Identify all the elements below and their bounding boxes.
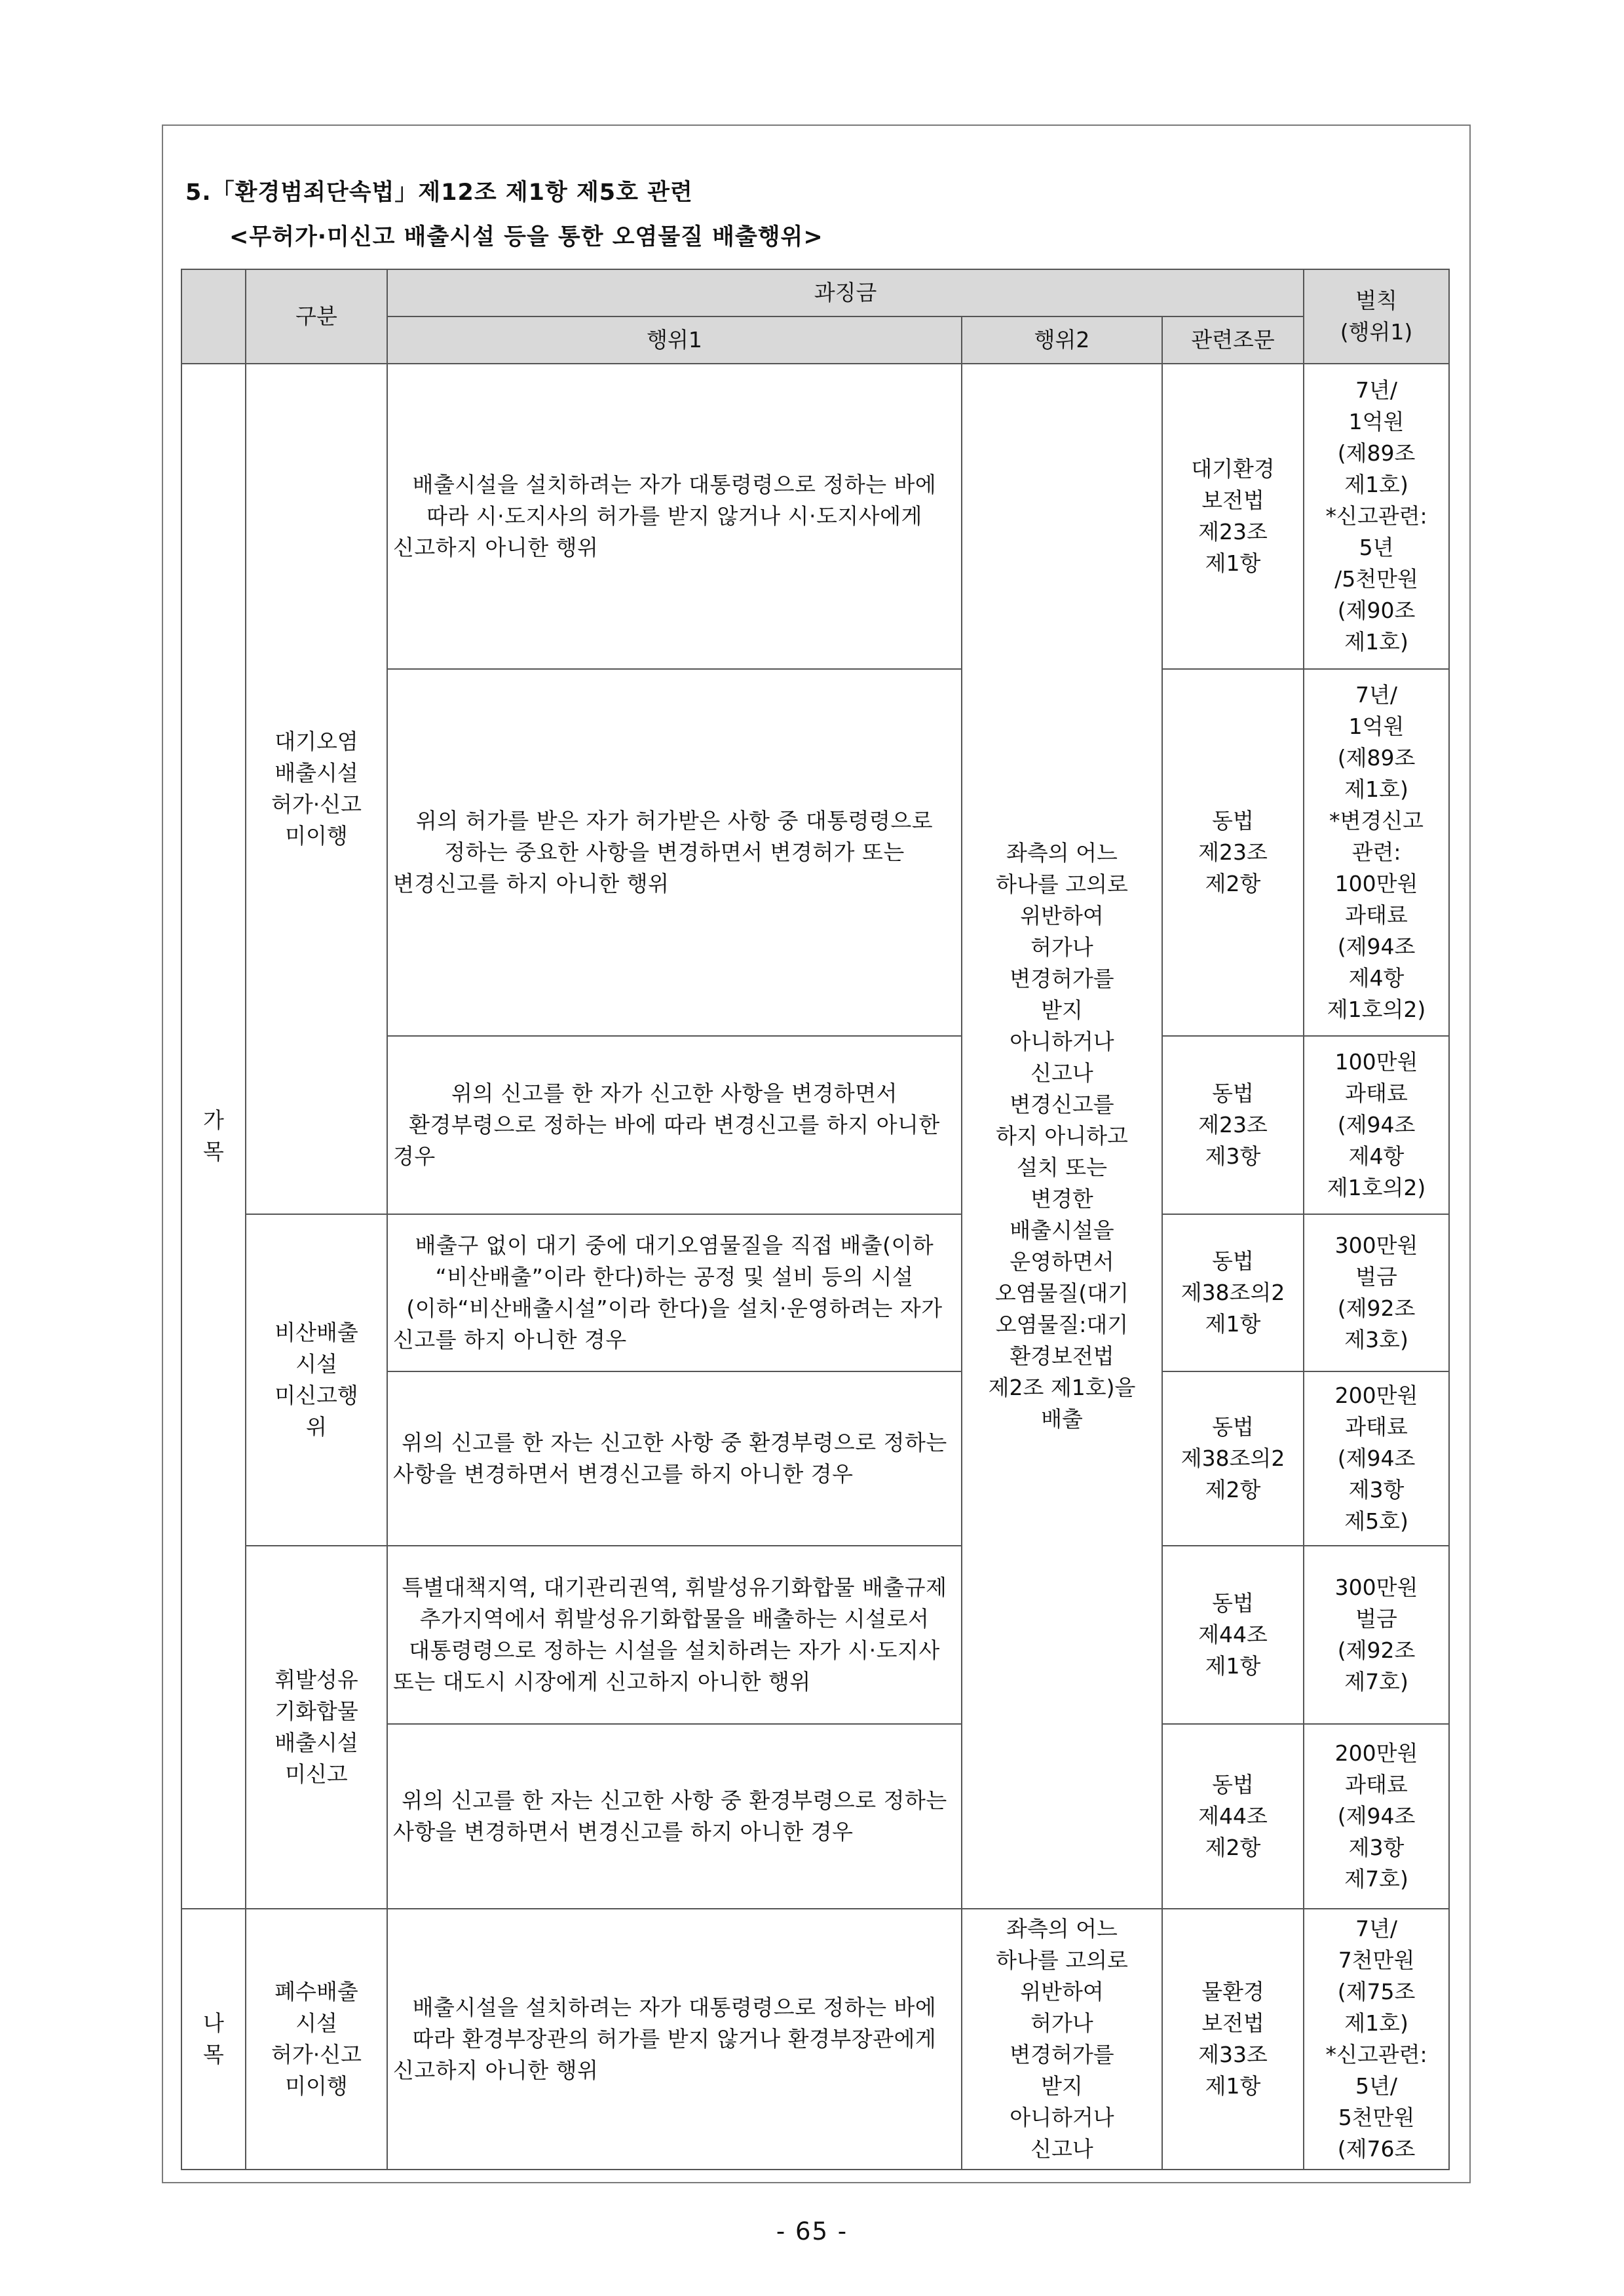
group-fugitive-emission: 비산배출 시설 미신고행 위 xyxy=(246,1214,387,1546)
provision-cell: 동법 제23조 제2항 xyxy=(1162,669,1304,1036)
provision-cell: 동법 제23조 제3항 xyxy=(1162,1036,1304,1214)
act1-cell: 위의 신고를 한 자가 신고한 사항을 변경하면서 환경부령으로 정하는 바에 따라 변경신고를 하지 아니한 경우 xyxy=(387,1036,962,1214)
provision-cell: 동법 제38조의2 제2항 xyxy=(1162,1371,1304,1546)
provision-cell: 동법 제44조 제1항 xyxy=(1162,1546,1304,1724)
penalty-cell: 7년/ 1억원 (제89조 제1호) *변경신고 관련: 100만원 과태료 (제94조 제4항 제1호의2) xyxy=(1304,669,1449,1036)
provision-cell: 동법 제44조 제2항 xyxy=(1162,1724,1304,1909)
section-label-na: 나 목 xyxy=(181,1909,246,2170)
section-subtitle: <무허가·미신고 배출시설 등을 통한 오염물질 배출행위> xyxy=(229,224,823,250)
provision-cell: 동법 제38조의2 제1항 xyxy=(1162,1214,1304,1371)
act1-cell: 배출시설을 설치하려는 자가 대통령령으로 정하는 바에 따라 시·도지사의 허가를 받지 않거나 시·도지사에게 신고하지 아니한 행위 xyxy=(387,364,962,669)
act1-cell: 배출구 없이 대기 중에 대기오염물질을 직접 배출(이하 “비산배출”이라 한다)하는 공정 및 설비 등의 시설(이하“비산배출시설”이라 한다)을 설치·운영하려는 자가 신고를 하지 아니한 경우 xyxy=(387,1214,962,1371)
group-voc-emission: 휘발성유 기화합물 배출시설 미신고 xyxy=(246,1546,387,1909)
table-row xyxy=(181,1214,1449,1371)
header-fine: 과징금 xyxy=(387,269,1304,316)
table-row xyxy=(181,364,1449,669)
act1-cell: 위의 신고를 한 자는 신고한 사항 중 환경부령으로 정하는 사항을 변경하면서 변경신고를 하지 아니한 경우 xyxy=(387,1371,962,1546)
header-blank xyxy=(181,269,246,364)
penalty-table xyxy=(181,269,1450,2170)
penalty-cell: 300만원 벌금 (제92조 제7호) xyxy=(1304,1546,1449,1724)
header-act2: 행위2 xyxy=(962,316,1162,364)
header-category: 구분 xyxy=(246,269,387,364)
header-provision: 관련조문 xyxy=(1162,316,1304,364)
provision-cell: 물환경 보전법 제33조 제1항 xyxy=(1162,1909,1304,2170)
penalty-cell: 100만원 과태료 (제94조 제4항 제1호의2) xyxy=(1304,1036,1449,1214)
header-act1: 행위1 xyxy=(387,316,962,364)
provision-cell: 대기환경 보전법 제23조 제1항 xyxy=(1162,364,1304,669)
penalty-cell: 7년/ 7천만원 (제75조 제1호) *신고관련: 5년/ 5천만원 (제76조 xyxy=(1304,1909,1449,2170)
table-row xyxy=(181,1909,1449,2170)
section-label-ga: 가 목 xyxy=(181,364,246,1909)
act2-common-cell: 좌측의 어느 하나를 고의로 위반하여 허가나 변경허가를 받지 아니하거나 신고나 변경신고를 하지 아니하고 설치 또는 변경한 배출시설을 운영하면서 오염물질(대기 오염물질:대기 환경보전법 제2조 제1호)을 배출 xyxy=(962,364,1162,1909)
group-wastewater-emission: 폐수배출 시설 허가·신고 미이행 xyxy=(246,1909,387,2170)
section-title: 5.「환경범죄단속법」제12조 제1항 제5호 관련 xyxy=(185,180,693,206)
page-number: - 65 - xyxy=(776,2217,848,2246)
act1-cell: 위의 허가를 받은 자가 허가받은 사항 중 대통령령으로 정하는 중요한 사항을 변경하면서 변경허가 또는 변경신고를 하지 아니한 행위 xyxy=(387,669,962,1036)
penalty-cell: 200만원 과태료 (제94조 제3항 제7호) xyxy=(1304,1724,1449,1909)
table-row xyxy=(181,1546,1449,1724)
act1-cell: 특별대책지역, 대기관리권역, 휘발성유기화합물 배출규제 추가지역에서 휘발성유기화합물을 배출하는 시설로서 대통령령으로 정하는 시설을 설치하려는 자가 시·도지사 또는 대도시 시장에게 신고하지 아니한 행위 xyxy=(387,1546,962,1724)
penalty-cell: 200만원 과태료 (제94조 제3항 제5호) xyxy=(1304,1371,1449,1546)
group-air-emission: 대기오염 배출시설 허가·신고 미이행 xyxy=(246,364,387,1214)
act2-water-cell: 좌측의 어느 하나를 고의로 위반하여 허가나 변경허가를 받지 아니하거나 신고나 xyxy=(962,1909,1162,2170)
act1-cell: 위의 신고를 한 자는 신고한 사항 중 환경부령으로 정하는 사항을 변경하면서 변경신고를 하지 아니한 경우 xyxy=(387,1724,962,1909)
act1-cell: 배출시설을 설치하려는 자가 대통령령으로 정하는 바에 따라 환경부장관의 허가를 받지 않거나 환경부장관에게 신고하지 아니한 행위 xyxy=(387,1909,962,2170)
penalty-cell: 300만원 벌금 (제92조 제3호) xyxy=(1304,1214,1449,1371)
penalty-cell: 7년/ 1억원 (제89조 제1호) *신고관련: 5년 /5천만원 (제90조 제1호) xyxy=(1304,364,1449,669)
header-penalty: 벌칙 (행위1) xyxy=(1304,269,1449,364)
